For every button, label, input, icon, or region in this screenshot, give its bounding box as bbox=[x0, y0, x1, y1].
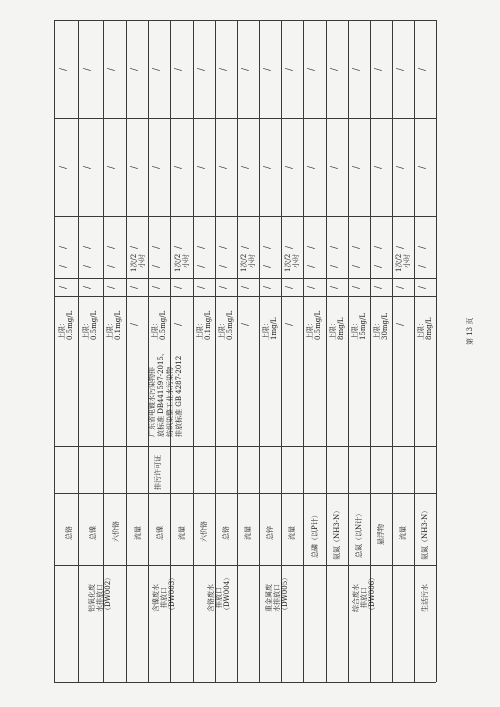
outlet-name: （DW006） bbox=[368, 573, 376, 614]
standard-line: 放标准 DB441597-2015、 bbox=[157, 349, 165, 437]
limit-cell: 上限： bbox=[306, 319, 314, 340]
pollutant-cell: 六价铬 bbox=[112, 521, 120, 542]
blank-mark: / bbox=[263, 165, 274, 170]
blank-mark: / bbox=[374, 165, 385, 170]
blank-mark: / bbox=[59, 67, 70, 72]
blank-mark: / bbox=[197, 165, 208, 170]
blank-mark: / bbox=[352, 165, 363, 170]
standard-line: 纺织染整工业水污染物 bbox=[166, 367, 174, 437]
blank-mark: / bbox=[83, 245, 94, 250]
freq-cell: 小时 bbox=[248, 254, 256, 268]
blank-mark: / bbox=[59, 245, 70, 250]
blank-mark: / bbox=[107, 264, 118, 269]
blank-mark: / bbox=[418, 165, 429, 170]
pollutant-cell: 总磷（以P计） bbox=[311, 511, 319, 558]
pollutant-cell: 流量 bbox=[399, 526, 407, 540]
freq-cell: 1次/2 bbox=[240, 253, 248, 272]
blank-mark: / bbox=[83, 285, 94, 290]
outlet-name: 排放口 bbox=[160, 587, 168, 608]
blank-mark: / bbox=[396, 285, 407, 290]
blank-mark: / bbox=[152, 67, 163, 72]
outlet-name: 铝氧化废 bbox=[88, 584, 96, 612]
blank-mark: / bbox=[219, 264, 230, 269]
limit-cell: 上限： bbox=[262, 319, 270, 340]
pollutant-cell: 总镍 bbox=[156, 526, 164, 540]
limit-cell: 上限： bbox=[218, 319, 226, 340]
pollutant-cell: 流量 bbox=[178, 526, 186, 540]
limit-cell: 上限： bbox=[329, 319, 337, 340]
blank-mark: / bbox=[130, 245, 141, 250]
blank-mark: / bbox=[197, 67, 208, 72]
blank-mark: / bbox=[418, 264, 429, 269]
outlet-name: 水排放口 bbox=[273, 584, 281, 612]
limit-cell: 0.5mg/L bbox=[90, 310, 98, 340]
blank-mark: / bbox=[285, 165, 296, 170]
blank-mark: / bbox=[59, 285, 70, 290]
outlet-name: 排放口 bbox=[215, 587, 223, 608]
blank-mark: / bbox=[307, 264, 318, 269]
blank-mark: / bbox=[352, 67, 363, 72]
limit-cell: 0.5mg/L bbox=[314, 310, 322, 340]
limit-cell: 0.5mg/L bbox=[226, 310, 234, 340]
blank-mark: / bbox=[174, 165, 185, 170]
blank-mark: / bbox=[374, 285, 385, 290]
blank-mark: / bbox=[330, 245, 341, 250]
blank-mark: / bbox=[130, 322, 141, 327]
blank-mark: / bbox=[374, 245, 385, 250]
limit-cell: 上限： bbox=[82, 319, 90, 340]
pollutant-cell: 总镍 bbox=[89, 526, 97, 540]
outlet-name: （DW002） bbox=[104, 573, 112, 614]
pollutant-cell: 悬浮物 bbox=[377, 524, 385, 545]
limit-cell: 上限： bbox=[58, 319, 66, 340]
blank-mark: / bbox=[152, 264, 163, 269]
outlet-name: 排放口 bbox=[360, 587, 368, 608]
blank-mark: / bbox=[418, 285, 429, 290]
blank-mark: / bbox=[130, 165, 141, 170]
blank-mark: / bbox=[219, 165, 230, 170]
blank-mark: / bbox=[152, 245, 163, 250]
freq-cell: 1次/2 bbox=[174, 253, 182, 272]
outlet-name: 综合废水 bbox=[352, 584, 360, 612]
blank-mark: / bbox=[285, 285, 296, 290]
limit-cell: 15mg/L bbox=[359, 312, 367, 340]
pollutant-cell: 流量 bbox=[134, 526, 142, 540]
outlet-name: 含铬废水 bbox=[207, 584, 215, 612]
blank-mark: / bbox=[241, 165, 252, 170]
blank-mark: / bbox=[396, 67, 407, 72]
standard-line: 排放标准 GB 4287-2012 bbox=[175, 355, 183, 437]
limit-cell: 上限： bbox=[351, 319, 359, 340]
blank-mark: / bbox=[130, 285, 141, 290]
limit-cell: 1mg/L bbox=[270, 317, 278, 340]
page-number: 第 13 页 bbox=[466, 317, 474, 345]
outlet-name: 重金属废 bbox=[265, 584, 273, 612]
blank-mark: / bbox=[330, 67, 341, 72]
pollutant-cell: 氨氮（NH3-N） bbox=[333, 506, 341, 560]
blank-mark: / bbox=[285, 245, 296, 250]
blank-mark: / bbox=[307, 67, 318, 72]
blank-mark: / bbox=[374, 264, 385, 269]
pollutant-cell: 总锌 bbox=[266, 526, 274, 540]
pollutant-cell: 氨氮（NH3-N） bbox=[421, 506, 429, 560]
limit-cell: 30mg/L bbox=[381, 312, 389, 340]
pollutant-cell: 流量 bbox=[288, 526, 296, 540]
limit-cell: 上限： bbox=[196, 319, 204, 340]
blank-mark: / bbox=[83, 264, 94, 269]
outlet-name: （DW003） bbox=[168, 573, 176, 614]
outlet-name: 水排放口 bbox=[96, 584, 104, 612]
blank-mark: / bbox=[418, 245, 429, 250]
blank-mark: / bbox=[152, 165, 163, 170]
blank-mark: / bbox=[285, 322, 296, 327]
freq-cell: 小时 bbox=[138, 254, 146, 268]
blank-mark: / bbox=[174, 322, 185, 327]
limit-cell: 8mg/L bbox=[337, 317, 345, 340]
blank-mark: / bbox=[59, 165, 70, 170]
blank-mark: / bbox=[174, 67, 185, 72]
pollutant-cell: 总铬 bbox=[222, 526, 230, 540]
freq-cell: 1次/2 bbox=[395, 253, 403, 272]
blank-mark: / bbox=[130, 67, 141, 72]
limit-cell: 上限： bbox=[106, 319, 114, 340]
blank-mark: / bbox=[174, 245, 185, 250]
blank-mark: / bbox=[219, 245, 230, 250]
freq-cell: 小时 bbox=[403, 254, 411, 268]
blank-mark: / bbox=[307, 245, 318, 250]
blank-mark: / bbox=[197, 245, 208, 250]
freq-cell: 小时 bbox=[292, 254, 300, 268]
blank-mark: / bbox=[241, 67, 252, 72]
blank-mark: / bbox=[107, 165, 118, 170]
blank-mark: / bbox=[330, 165, 341, 170]
blank-mark: / bbox=[197, 285, 208, 290]
limit-cell: 上限： bbox=[373, 319, 381, 340]
blank-mark: / bbox=[107, 67, 118, 72]
blank-mark: / bbox=[107, 285, 118, 290]
pollutant-cell: 总氮（以N计） bbox=[355, 509, 363, 558]
outlet-name: 含镍废水 bbox=[152, 584, 160, 612]
blank-mark: / bbox=[330, 264, 341, 269]
blank-mark: / bbox=[396, 165, 407, 170]
limit-cell: 0.1mg/L bbox=[114, 310, 122, 340]
blank-mark: / bbox=[83, 165, 94, 170]
limit-cell: 0.1mg/L bbox=[204, 310, 212, 340]
blank-mark: / bbox=[263, 285, 274, 290]
blank-mark: / bbox=[59, 264, 70, 269]
blank-mark: / bbox=[241, 322, 252, 327]
blank-mark: / bbox=[107, 245, 118, 250]
blank-mark: / bbox=[263, 245, 274, 250]
pollutant-cell: 六价铬 bbox=[200, 521, 208, 542]
freq-cell: 小时 bbox=[182, 254, 190, 268]
blank-mark: / bbox=[396, 245, 407, 250]
pollutant-cell: 流量 bbox=[244, 526, 252, 540]
pollutant-cell: 总铬 bbox=[65, 526, 73, 540]
standard-line: 广东省电镀水污染物排 bbox=[148, 367, 156, 437]
outlet-name: 生活污水 bbox=[421, 584, 429, 612]
blank-mark: / bbox=[285, 67, 296, 72]
limit-cell: 0.5mg/L bbox=[66, 310, 74, 340]
blank-mark: / bbox=[307, 285, 318, 290]
limit-cell: 0.5mg/L bbox=[159, 310, 167, 340]
limit-cell: 8mg/L bbox=[425, 317, 433, 340]
limit-cell: 上限： bbox=[151, 319, 159, 340]
blank-mark: / bbox=[374, 67, 385, 72]
blank-mark: / bbox=[219, 67, 230, 72]
blank-mark: / bbox=[396, 322, 407, 327]
blank-mark: / bbox=[174, 285, 185, 290]
blank-mark: / bbox=[241, 245, 252, 250]
blank-mark: / bbox=[83, 67, 94, 72]
blank-mark: / bbox=[352, 245, 363, 250]
limit-cell: 上限： bbox=[417, 319, 425, 340]
outlet-name: （DW004） bbox=[223, 573, 231, 614]
blank-mark: / bbox=[307, 165, 318, 170]
blank-mark: / bbox=[263, 264, 274, 269]
blank-mark: / bbox=[197, 264, 208, 269]
blank-mark: / bbox=[418, 67, 429, 72]
blank-mark: / bbox=[241, 285, 252, 290]
freq-cell: 1次/2 bbox=[284, 253, 292, 272]
freq-cell: 1次/2 bbox=[130, 253, 138, 272]
blank-mark: / bbox=[219, 285, 230, 290]
blank-mark: / bbox=[352, 285, 363, 290]
blank-mark: / bbox=[330, 285, 341, 290]
outlet-name: （DW005） bbox=[281, 573, 289, 614]
permit-label: 排污许可证 bbox=[154, 455, 162, 490]
blank-mark: / bbox=[152, 285, 163, 290]
blank-mark: / bbox=[263, 67, 274, 72]
blank-mark: / bbox=[352, 264, 363, 269]
